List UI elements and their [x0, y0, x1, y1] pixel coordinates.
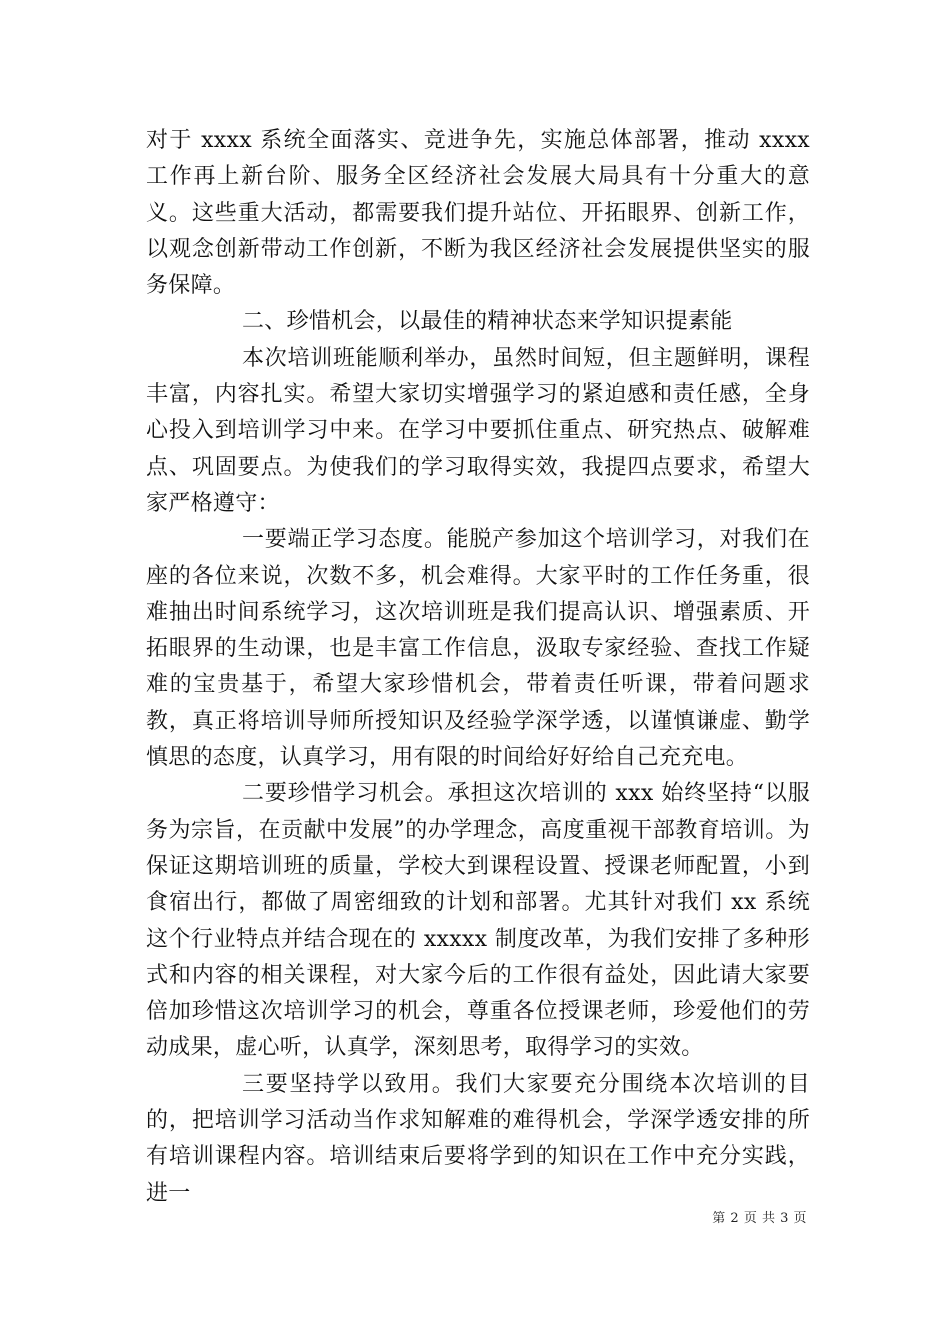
paragraph-continuation: 对于 xxxx 系统全面落实、竞进争先，实施总体部署，推动 xxxx 工作再上新台阶、服务全区经济社会发展大局具有十分重大的意义。这些重大活动，都需要我们提升站位、开拓眼界、创新工作，以观念创新带动工作创新，不断为我区经济社会发展提供坚实的服务保障。: [146, 128, 810, 299]
paragraph-requirement-3: 三要坚持学以致用。我们大家要充分围绕本次培训的目的，把培训学习活动当作求知解难的难得机会，学深学透安排的所有培训课程内容。培训结束后要将学到的知识在工作中充分实践，进一: [146, 1071, 810, 1206]
section-heading: 二、珍惜机会，以最佳的精神状态来学知识提素能: [242, 309, 733, 335]
page-number-footer: 第 2 页 共 3 页: [712, 1211, 807, 1226]
paragraph-requirement-2: 二要珍惜学习机会。承担这次培训的 xxx 始终坚持“以服务为宗旨，在贡献中发展”的办学理念，高度重视干部教育培训。为保证这期培训班的质量，学校大到课程设置、授课老师配置，小到食宿出行，都做了周密细致的计划和部署。尤其针对我们 xx 系统这个行业特点并结合现在的 xxxxx 制度改革，为我们安排了多种形式和内容的相关课程，对大家今后的工作很有益处，因此请大家要倍加珍惜这次培训学习的机会，尊重各位授课老师，珍爱他们的劳动成果，虚心听，认真学，深刻思考，取得学习的实效。: [146, 781, 810, 1061]
paragraph-intro: 本次培训班能顺利举办，虽然时间短，但主题鲜明，课程丰富，内容扎实。希望大家切实增强学习的紧迫感和责任感，全身心投入到培训学习中来。在学习中要抓住重点、研究热点、破解难点、巩固要点。为使我们的学习取得实效，我提四点要求，希望大家严格遵守：: [146, 345, 810, 516]
paragraph-requirement-1: 一要端正学习态度。能脱产参加这个培训学习，对我们在座的各位来说，次数不多，机会难得。大家平时的工作任务重，很难抽出时间系统学习，这次培训班是我们提高认识、增强素质、开拓眼界的生动课，也是丰富工作信息，汲取专家经验、查找工作疑难的宝贵基于，希望大家珍惜机会，带着责任听课，带着问题求教，真正将培训导师所授知识及经验学深学透，以谨慎谦虚、勤学慎思的态度，认真学习，用有限的时间给好好给自己充充电。: [146, 527, 810, 771]
document-body: [146, 123, 810, 1212]
